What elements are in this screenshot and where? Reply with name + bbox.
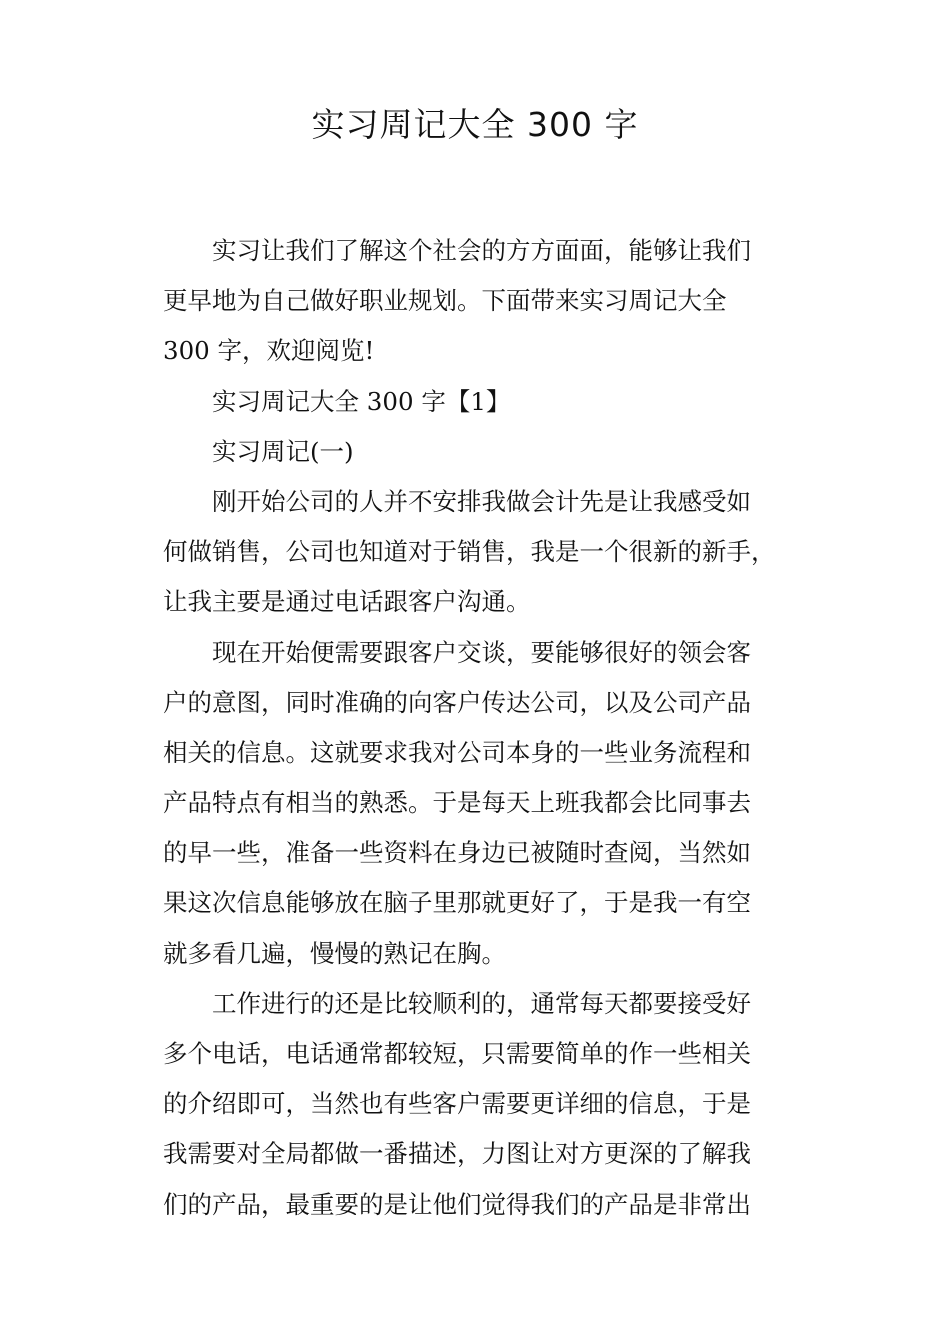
body-line: 何做销售，公司也知道对于销售，我是一个很新的新手， (163, 537, 776, 567)
body-line: 就多看几遍，慢慢的熟记在胸。 (163, 938, 506, 968)
body-line: 实习让我们了解这个社会的方方面面，能够让我们 (212, 236, 751, 265)
section-heading: 实习周记大全 300 字【1】 (212, 386, 511, 416)
body-line: 我需要对全局都做一番描述，力图让对方更深的了解我 (163, 1139, 751, 1169)
document-title: 实习周记大全 300 字 (311, 105, 639, 144)
body-line: 果这次信息能够放在脑子里那就更好了，于是我一有空 (163, 888, 751, 918)
sub-heading: 实习周记(一) (212, 436, 354, 466)
body-line: 让我主要是通过电话跟客户沟通。 (163, 587, 531, 617)
body-line: 工作进行的还是比较顺利的，通常每天都要接受好 (212, 988, 751, 1018)
body-line: 的早一些，准备一些资料在身边已被随时查阅，当然如 (163, 838, 751, 868)
body-line: 产品特点有相当的熟悉。于是每天上班我都会比同事去 (163, 788, 751, 818)
body-line: 现在开始便需要跟客户交谈，要能够很好的领会客 (212, 637, 751, 667)
body-line: 更早地为自己做好职业规划。下面带来实习周记大全 (163, 286, 727, 316)
document-body (163, 226, 813, 1230)
body-line: 多个电话，电话通常都较短，只需要简单的作一些相关 (163, 1039, 751, 1068)
body-line: 300 字，欢迎阅览! (163, 336, 375, 366)
body-line: 刚开始公司的人并不安排我做会计先是让我感受如 (212, 486, 751, 516)
body-line: 的介绍即可，当然也有些客户需要更详细的信息，于是 (163, 1089, 751, 1119)
body-line: 们的产品，最重要的是让他们觉得我们的产品是非常出 (163, 1189, 751, 1219)
body-line: 户的意图，同时准确的向客户传达公司，以及公司产品 (163, 687, 751, 717)
body-line: 相关的信息。这就要求我对公司本身的一些业务流程和 (163, 737, 751, 767)
